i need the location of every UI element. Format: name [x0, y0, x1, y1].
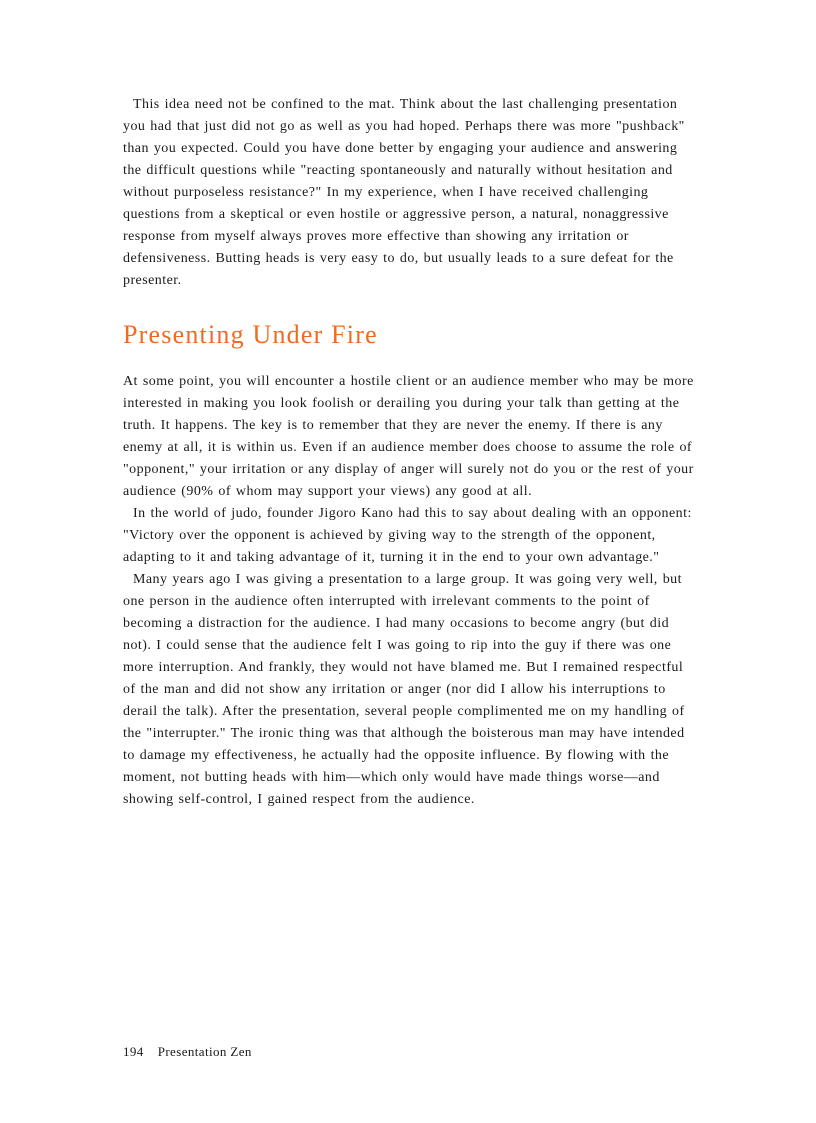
intro-paragraph: This idea need not be confined to the mat. Think about the last challenging presentation you had that just did not go as well as you had hoped. Perhaps there was more "pushback" than you expected. Could you have done better by engaging your audience and answering the difficult questions while "reacting spontaneously and naturally without hesitation and without purposeless resistance?" In my experience, when I have received challenging questions from a skeptical or even hostile or aggressive person, a natural, nonaggressive response from myself always proves more effective than showing any irritation or defensiveness. Butting heads is very easy to do, but usually leads to a sure defeat for the presenter.	[123, 97, 685, 288]
body-paragraph: In the world of judo, founder Jigoro Kano had this to say about dealing with an opponent: "Victory over the opponent is achieved by giving way to the strength of the opponent, adapting to it and taking advantage of it, turning it in the end to your own advantage."	[123, 506, 692, 565]
body-paragraph: Many years ago I was giving a presentation to a large group. It was going very well, but one person in the audience often interrupted with irrelevant comments to the point of becoming a distraction for the audience. I had many occasions to become angry (but did not). I could sense that the audience felt I was going to rip into the guy if there was one more interruption. And frankly, they would not have blamed me. But I remained respectful of the man and did not show any irritation or anger (nor did I allow his interruptions to derail the talk). After the presentation, several people complimented me on my handling of the "interrupter." The ironic thing was that although the boisterous man may have intended to damage my effectiveness, he actually had the opposite influence. By flowing with the moment, not butting heads with him—which only would have made things worse—and showing self-control, I gained respect from the audience.	[123, 572, 685, 807]
page-number: 194	[123, 1044, 144, 1059]
running-footer-title: Presentation Zen	[157, 1044, 252, 1059]
body-paragraph: At some point, you will encounter a hostile client or an audience member who may be more interested in making you look foolish or derailing you during your talk than getting at the truth. It happens. The key is to remember that they are never the enemy. If there is any enemy at all, it is within us. Even if an audience member does choose to assume the role of "opponent," your irritation or any display of anger will surely not do you or the rest of your audience (90% of whom may support your views) any good at all.	[123, 374, 694, 499]
intro-block	[123, 94, 698, 292]
section-heading: Presenting Under Fire	[123, 320, 378, 349]
page-footer	[123, 1042, 252, 1062]
section-body	[123, 371, 698, 811]
